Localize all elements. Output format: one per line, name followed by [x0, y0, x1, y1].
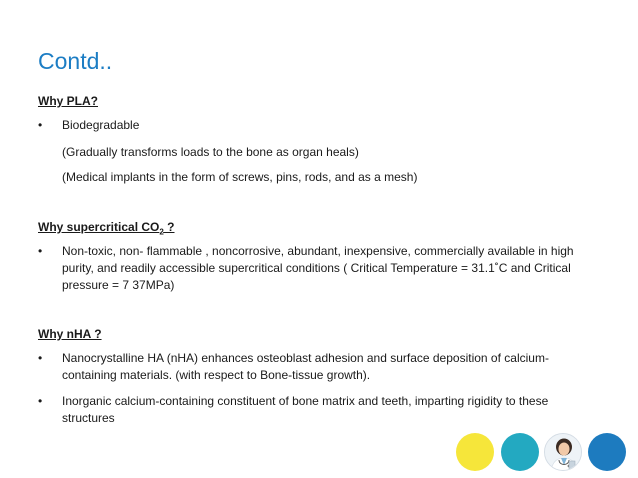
- slide-title: Contd..: [38, 48, 113, 74]
- pla-detail-loads: (Gradually transforms loads to the bone as organ heals): [62, 145, 359, 159]
- bullet-glyph: •: [38, 394, 43, 408]
- bullet-glyph: •: [38, 244, 43, 258]
- nha-bullet1-line2: containing materials. (with respect to Bone-tissue growth).: [62, 368, 371, 382]
- co2-heading-subscript: 2: [159, 227, 164, 237]
- nha-bullet1-line1: Nanocrystalline HA (nHA) enhances osteoblast adhesion and surface deposition of calcium-: [62, 351, 549, 365]
- doctor-photo-svg: [545, 434, 582, 471]
- co2-heading-prefix: Why supercritical CO: [38, 220, 160, 234]
- section-heading-co2: [38, 220, 175, 236]
- bullet-glyph: •: [38, 118, 43, 132]
- decor-teal-circle: [501, 433, 539, 471]
- section-heading-pla: Why PLA?: [38, 94, 98, 108]
- decor-blue-circle: [588, 433, 626, 471]
- decor-yellow-circle: [456, 433, 494, 471]
- doctor-photo-icon: [544, 433, 582, 471]
- nha-bullet2-line1: Inorganic calcium-containing constituent of bone matrix and teeth, imparting rigidity to these: [62, 394, 549, 408]
- co2-heading-suffix: ?: [163, 220, 175, 234]
- co2-bullet-line3: pressure = 7 37MPa): [62, 278, 175, 292]
- pla-detail-implants: (Medical implants in the form of screws, pins, rods, and as a mesh): [62, 170, 418, 184]
- co2-bullet-line2: purity, and readily accessible supercritical conditions ( Critical Temperature = 31.1˚C and Critical: [62, 261, 571, 275]
- section-heading-nha: Why nHA ?: [38, 327, 102, 341]
- bullet-biodegradable: Biodegradable: [62, 118, 140, 132]
- nha-bullet2-line2: structures: [62, 411, 115, 425]
- bullet-glyph: •: [38, 351, 43, 365]
- co2-bullet-line1: Non-toxic, non- flammable , noncorrosive, abundant, inexpensive, commercially available in high: [62, 244, 574, 258]
